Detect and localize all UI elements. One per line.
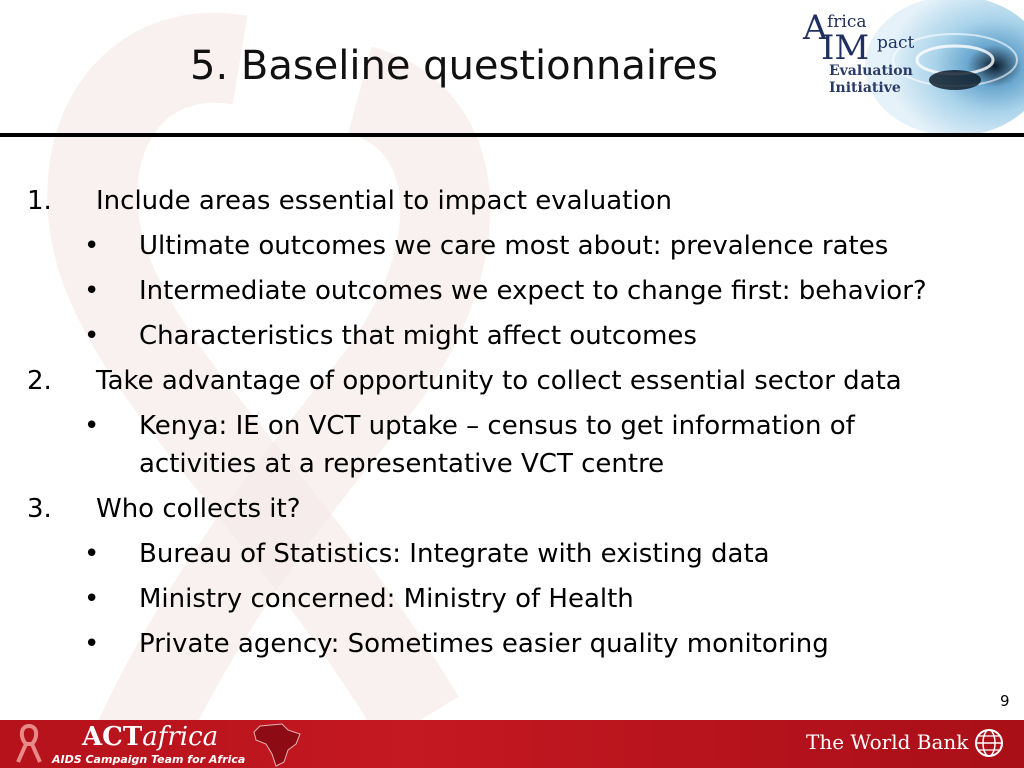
logo-im: IM [821, 28, 870, 68]
bullet-dot: • [84, 321, 100, 351]
item-text: Characteristics that might affect outcomes [139, 321, 697, 351]
item-text: activities at a representative VCT centre [139, 449, 665, 479]
logo-pact: pact [877, 33, 915, 53]
item-text: Take advantage of opportunity to collect essential sector data [96, 366, 902, 396]
actafrica-wordmark: ACTafrica [82, 722, 219, 752]
africa-map-icon [248, 722, 308, 768]
item-text: Private agency: Sometimes easier quality monitoring [139, 629, 829, 659]
title-divider [0, 133, 1024, 137]
item-number: 1. [27, 186, 52, 216]
logo-evaluation: Evaluation [829, 63, 913, 79]
logo-initiative: Initiative [829, 80, 901, 96]
item-text: Who collects it? [96, 494, 301, 524]
bullet-dot: • [84, 584, 100, 614]
item-text: Bureau of Statistics: Integrate with existing data [139, 539, 770, 569]
bullet-dot: • [84, 276, 100, 306]
world-bank-globe-icon [974, 728, 1004, 758]
logo-letter-a: A [803, 8, 828, 48]
logo-frica: frica [827, 12, 867, 32]
actafrica-tagline: AIDS Campaign Team for Africa [52, 753, 246, 766]
item-text: Include areas essential to impact evaluation [96, 186, 672, 216]
aids-ribbon-icon [14, 722, 44, 766]
item-number: 3. [27, 494, 52, 524]
bullet-dot: • [84, 231, 100, 261]
item-text: Ministry concerned: Ministry of Health [139, 584, 634, 614]
item-text: Kenya: IE on VCT uptake – census to get information of [139, 411, 855, 441]
bullet-dot: • [84, 629, 100, 659]
africa-impact-logo [795, 0, 1024, 133]
slide-title: 5. Baseline questionnaires [190, 43, 718, 89]
bullet-dot: • [84, 539, 100, 569]
world-bank-wordmark: The World Bank [806, 730, 969, 754]
item-number: 2. [27, 366, 52, 396]
page-number: 9 [1000, 692, 1010, 710]
item-text: Ultimate outcomes we care most about: prevalence rates [139, 231, 889, 261]
item-text: Intermediate outcomes we expect to change first: behavior? [139, 276, 927, 306]
bullet-dot: • [84, 411, 100, 441]
